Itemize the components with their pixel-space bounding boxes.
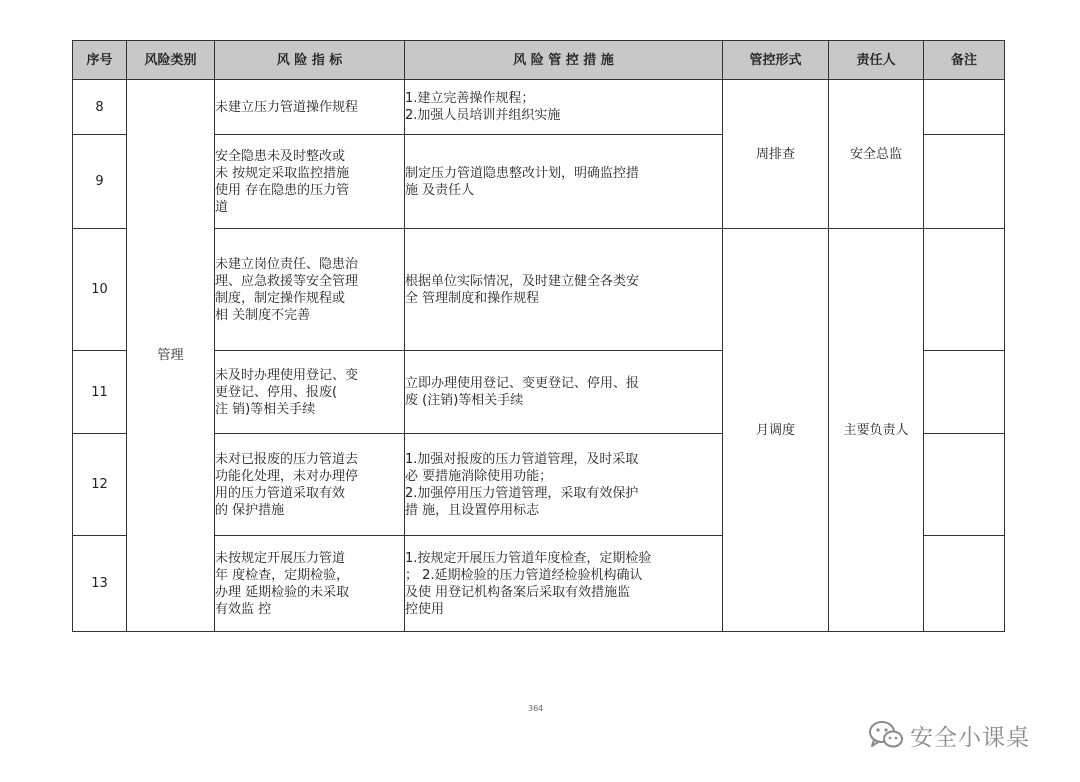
row-no: 8	[73, 80, 127, 135]
watermark-text: 安全小课桌	[910, 724, 1030, 751]
remark-cell	[924, 434, 1005, 536]
indicator-line: 安全隐患未及时整改或	[215, 148, 346, 164]
indicator-line: 用的压力管道采取有效	[215, 485, 346, 501]
header-person: 责任人	[829, 41, 924, 80]
measure-line: 控使用	[405, 601, 445, 617]
header-measures: 风 险 管 控 措 施	[405, 41, 723, 80]
control-measures	[405, 351, 723, 434]
indicator-line: 未按规定开展压力管道	[215, 550, 346, 566]
measure-line: ； 2.延期检验的压力管道经检验机构确认	[405, 567, 643, 583]
remark-cell	[924, 229, 1005, 351]
measure-line: 1.建立完善操作规程；	[405, 91, 535, 106]
risk-indicator	[215, 351, 405, 434]
measure-line: 必 要措施消除使用功能；	[405, 468, 553, 484]
measure-line: 2.加强人员培训并组织实施	[405, 108, 561, 123]
row-no: 12	[73, 434, 127, 536]
measure-line: 及使 用登记机构备案后采取有效措施监	[405, 584, 631, 600]
risk-indicator	[215, 536, 405, 632]
indicator-line: 未及时办理使用登记、变	[215, 367, 359, 383]
table-header-row	[73, 41, 1005, 80]
row-no: 11	[73, 351, 127, 434]
indicator-line: 功能化处理，未对办理停	[215, 468, 359, 484]
row-no: 10	[73, 229, 127, 351]
measure-line: 1.按规定开展压力管道年度检查，定期检验	[405, 550, 652, 566]
header-remark: 备注	[924, 41, 1005, 80]
risk-indicator	[215, 434, 405, 536]
measure-line: 根据单位实际情况，及时建立健全各类安	[405, 273, 640, 289]
indicator-line: 未建立岗位责任、隐患治	[215, 256, 359, 272]
indicator-line: 使用 存在隐患的压力管	[215, 182, 350, 198]
control-form-cell: 周排查	[723, 80, 829, 229]
risk-indicator	[215, 135, 405, 229]
header-form: 管控形式	[723, 41, 829, 80]
measure-line: 措 施，且设置停用标志	[405, 502, 540, 518]
measure-line: 1.加强对报废的压力管道管理，及时采取	[405, 451, 639, 467]
indicator-line: 办理 延期检验的未采取	[215, 584, 350, 600]
remark-cell	[924, 351, 1005, 434]
control-measures	[405, 80, 723, 135]
wechat-icon	[868, 720, 904, 750]
indicator-line: 注 销)等相关手续	[215, 401, 316, 417]
measure-line: 施 及责任人	[405, 182, 475, 198]
responsible-person-cell: 主要负责人	[829, 229, 924, 632]
watermark	[868, 720, 1030, 750]
measure-line: 制定压力管道隐患整改计划，明确监控措	[405, 165, 640, 181]
indicator-line: 道	[215, 199, 229, 215]
table-row	[73, 80, 1005, 135]
responsible-person-cell: 安全总监	[829, 80, 924, 229]
indicator-line: 的 保护措施	[215, 502, 285, 518]
row-no: 13	[73, 536, 127, 632]
measure-line: 2.加强停用压力管道管理，采取有效保护	[405, 485, 639, 501]
risk-category-cell: 管理	[127, 80, 215, 632]
control-measures	[405, 434, 723, 536]
header-indicator: 风 险 指 标	[215, 41, 405, 80]
control-form-cell: 月调度	[723, 229, 829, 632]
measure-line: 全 管理制度和操作规程	[405, 290, 540, 306]
header-category: 风险类别	[127, 41, 215, 80]
risk-indicator	[215, 80, 405, 135]
indicator-line: 相 关制度不完善	[215, 307, 311, 323]
indicator-line: 理、应急救援等安全管理	[215, 273, 359, 289]
indicator-line: 制度，制定操作规程或	[215, 290, 346, 306]
indicator-line: 更登记、停用、报废(	[215, 384, 338, 400]
control-measures	[405, 536, 723, 632]
row-no: 9	[73, 135, 127, 229]
indicator-line: 未 按规定采取监控措施	[215, 165, 350, 181]
control-measures	[405, 135, 723, 229]
remark-cell	[924, 135, 1005, 229]
indicator-line: 年 度检查，定期检验，	[215, 567, 350, 583]
indicator-line: 未对已报废的压力管道去	[215, 451, 359, 467]
risk-control-table	[72, 40, 1005, 632]
indicator-line: 未建立压力管道操作规程	[215, 99, 359, 115]
header-no: 序号	[73, 41, 127, 80]
measure-line: 废 (注销)等相关手续	[405, 393, 524, 408]
control-measures	[405, 229, 723, 351]
remark-cell	[924, 80, 1005, 135]
indicator-line: 有效监 控	[215, 601, 272, 617]
page-number: 364	[528, 704, 544, 713]
risk-indicator	[215, 229, 405, 351]
remark-cell	[924, 536, 1005, 632]
measure-line: 立即办理使用登记、变更登记、停用、报	[405, 376, 640, 391]
